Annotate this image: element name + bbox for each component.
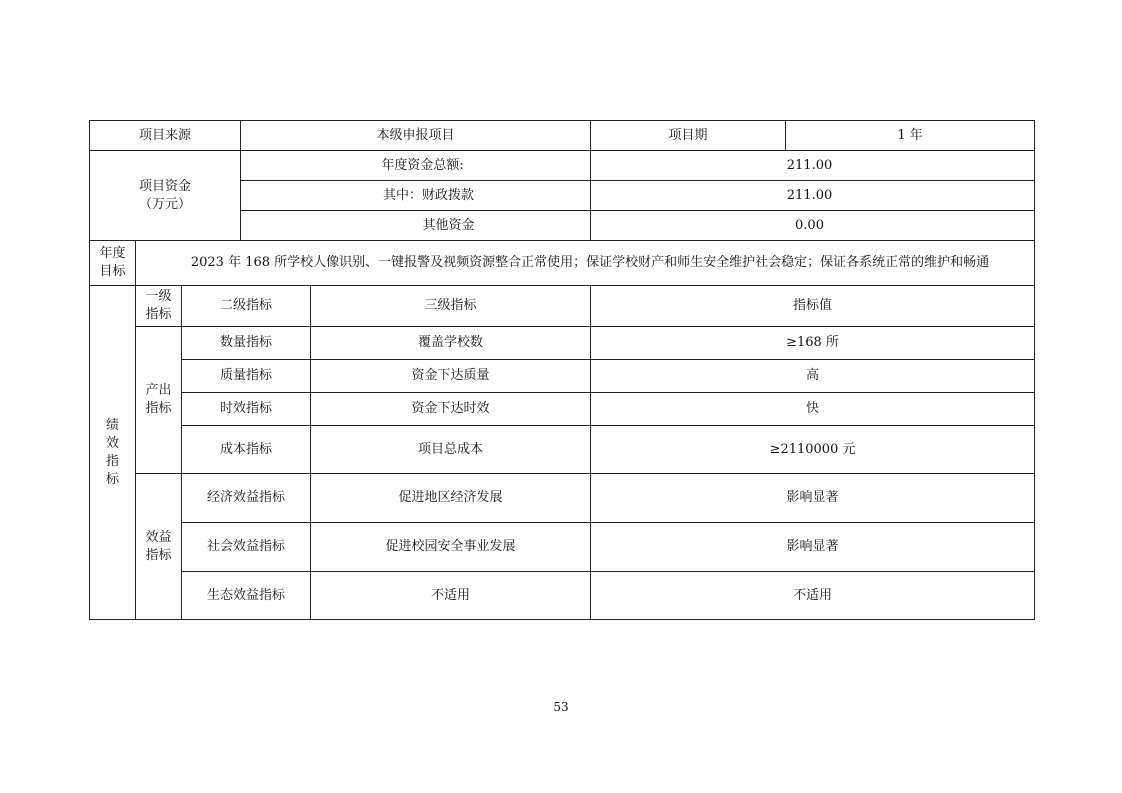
perf-label-char: 标 <box>105 471 119 487</box>
value-header: 指标值 <box>591 286 1035 327</box>
benefit-label-line2: 指标 <box>145 547 172 563</box>
other-funds-value: 0.00 <box>591 211 1035 241</box>
annual-goal-label <box>90 241 136 286</box>
output-label-line2: 指标 <box>145 401 172 416</box>
project-source-value: 本级申报项目 <box>241 121 591 151</box>
output-value: 高 <box>591 360 1035 393</box>
output-indicators-label <box>136 327 182 474</box>
output-value: 快 <box>591 393 1035 426</box>
annual-total-value: 211.00 <box>591 151 1035 181</box>
performance-target-table <box>89 120 1035 620</box>
project-funds-label-line2: （万元） <box>138 196 191 212</box>
project-period-label: 项目期 <box>591 121 786 151</box>
annual-total-label: 年度资金总额: <box>241 151 591 181</box>
performance-indicators-label <box>90 286 136 620</box>
level1-header <box>136 286 182 327</box>
project-period-value: 1 年 <box>786 121 1035 151</box>
level3-header: 三级指标 <box>311 286 591 327</box>
benefit-indicators-label <box>136 474 182 620</box>
perf-label-char: 指 <box>105 453 119 469</box>
benefit-level3: 促进地区经济发展 <box>311 474 591 523</box>
annual-goal-text: 2023 年 168 所学校人像识别、一键报警及视频资源整合正常使用；保证学校财产和师生安全维护社会稳定；保证各系统正常的维护和畅通 <box>136 241 1035 286</box>
output-level2: 质量指标 <box>182 360 311 393</box>
output-level3: 覆盖学校数 <box>311 327 591 360</box>
output-level3: 资金下达质量 <box>311 360 591 393</box>
page-number: 53 <box>553 700 569 714</box>
perf-label-char: 效 <box>105 435 119 451</box>
benefit-level3: 不适用 <box>311 572 591 620</box>
benefit-value: 不适用 <box>591 572 1035 620</box>
perf-label-char: 绩 <box>105 417 119 433</box>
level1-header-line1: 一级 <box>145 289 172 304</box>
output-value: ≥168 所 <box>591 327 1035 360</box>
other-funds-label: 其他资金 <box>241 211 591 241</box>
level2-header: 二级指标 <box>182 286 311 327</box>
annual-goal-label-line1: 年度 <box>99 246 126 261</box>
benefit-level3: 促进校园安全事业发展 <box>311 523 591 572</box>
fiscal-funds-label: 其中：财政拨款 <box>241 181 591 211</box>
benefit-level2: 社会效益指标 <box>182 523 311 572</box>
fiscal-funds-value: 211.00 <box>591 181 1035 211</box>
annual-goal-label-line2: 目标 <box>99 264 126 279</box>
output-level2: 成本指标 <box>182 426 311 474</box>
output-level2: 时效指标 <box>182 393 311 426</box>
level1-header-line2: 指标 <box>145 307 172 322</box>
benefit-level2: 生态效益指标 <box>182 572 311 620</box>
benefit-label-line1: 效益 <box>145 529 172 545</box>
project-funds-label-line1: 项目资金 <box>138 178 191 194</box>
benefit-level2: 经济效益指标 <box>182 474 311 523</box>
output-value: ≥2110000 元 <box>591 426 1035 474</box>
project-funds-label <box>90 151 241 241</box>
output-level3: 资金下达时效 <box>311 393 591 426</box>
benefit-value: 影响显著 <box>591 523 1035 572</box>
output-level3: 项目总成本 <box>311 426 591 474</box>
output-label-line1: 产出 <box>145 383 172 398</box>
output-level2: 数量指标 <box>182 327 311 360</box>
benefit-value: 影响显著 <box>591 474 1035 523</box>
project-source-label: 项目来源 <box>90 121 241 151</box>
